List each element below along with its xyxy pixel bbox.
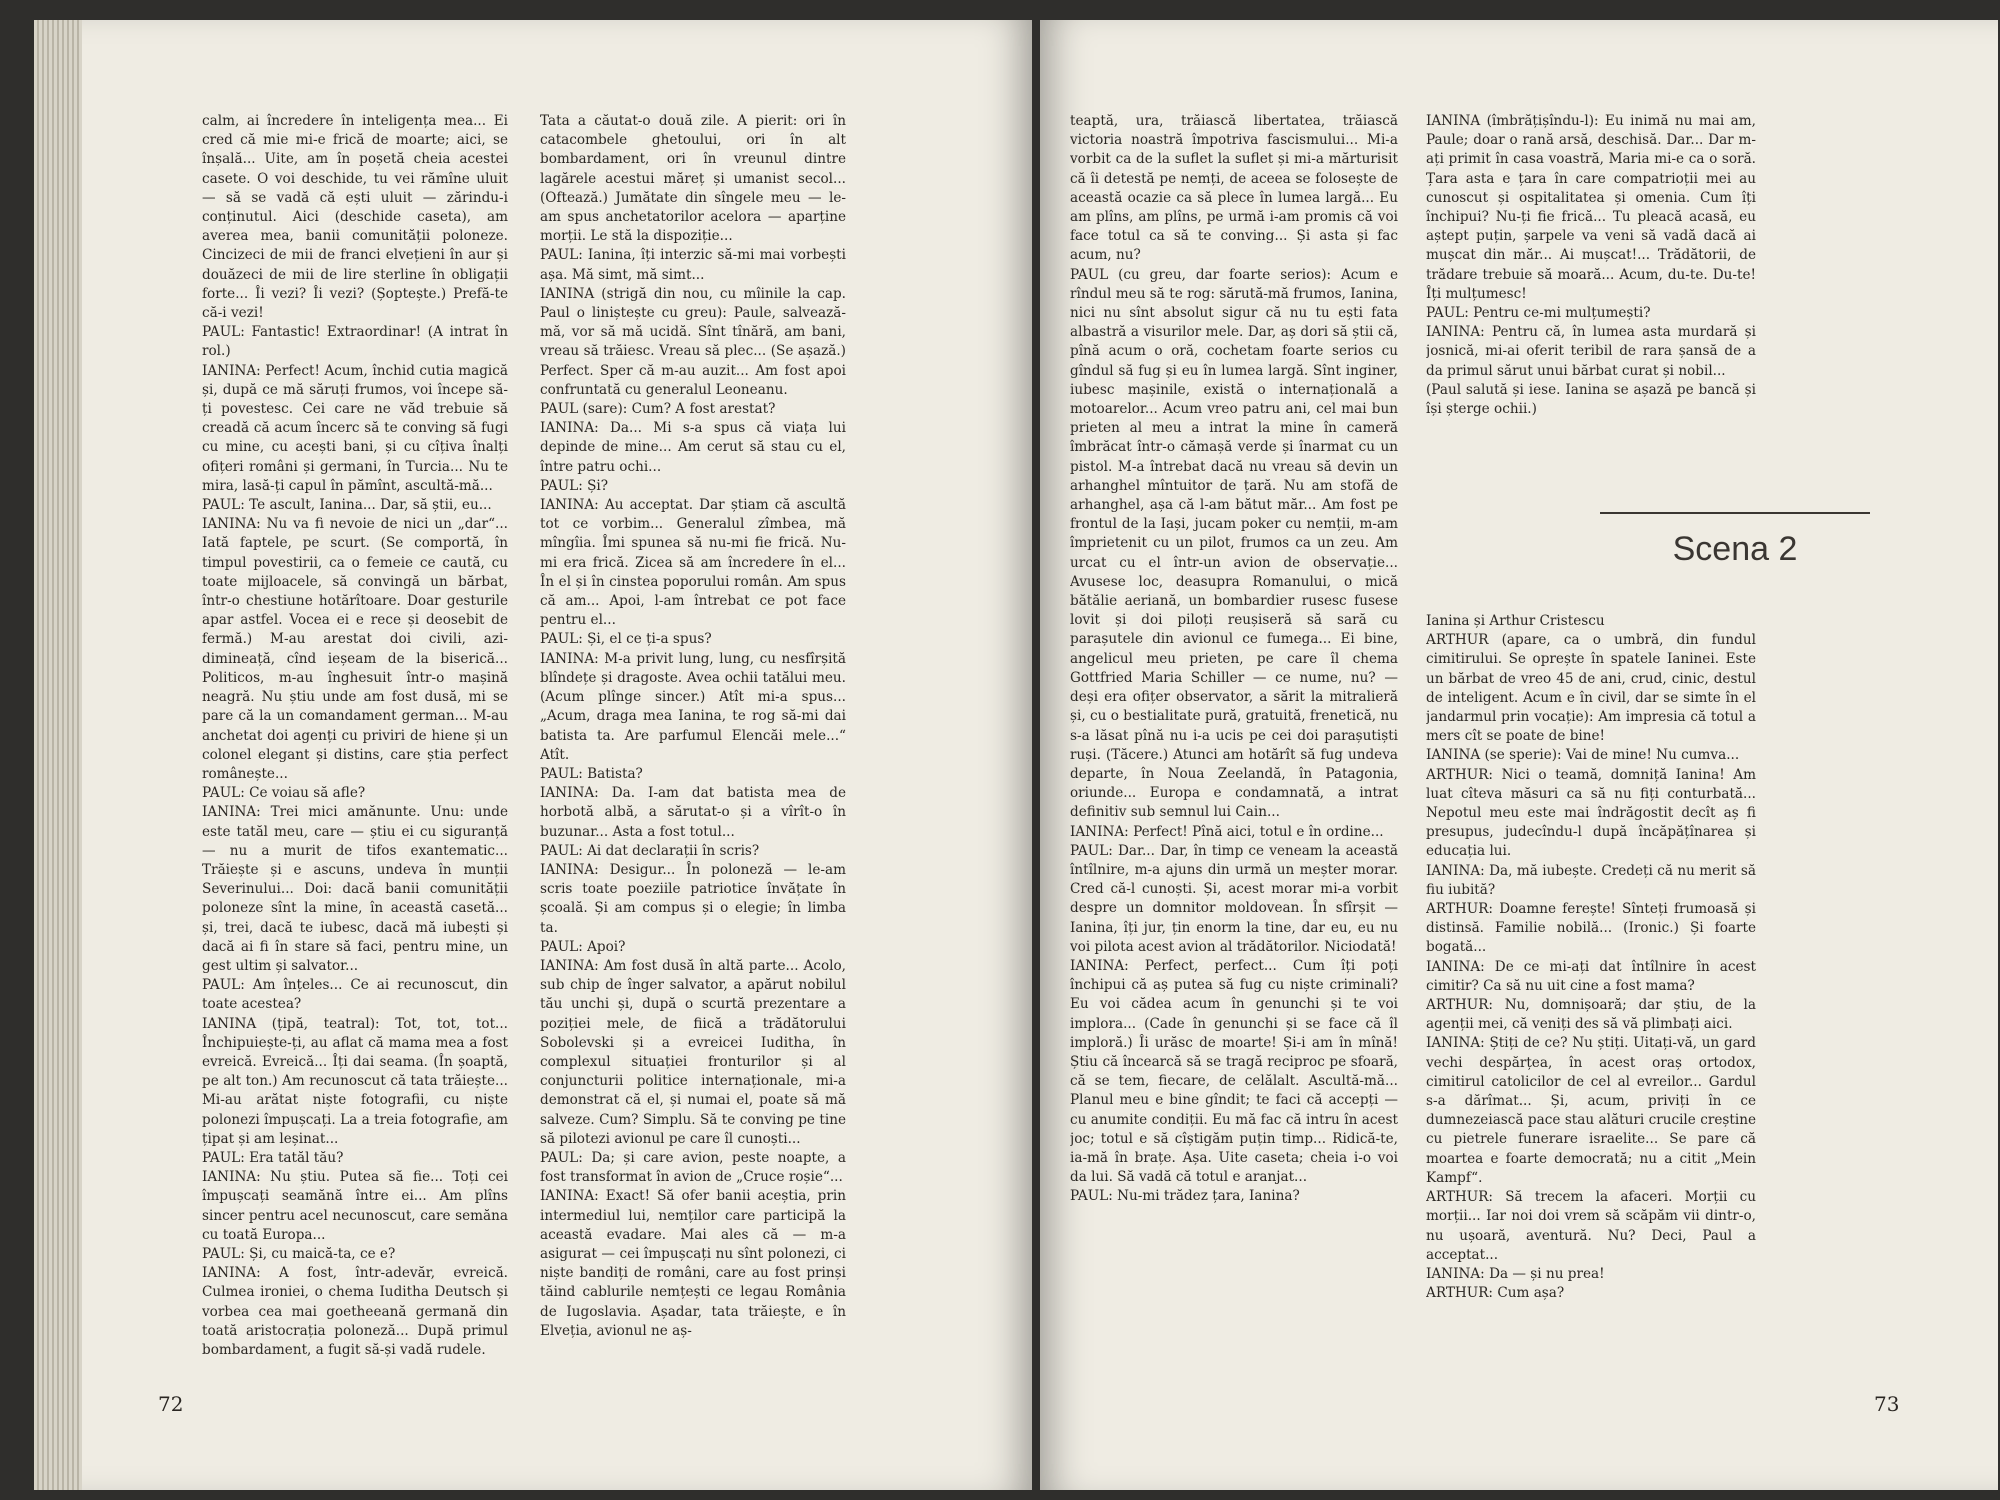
left-page-column-2: Tata a căutat-o două zile. A pierit: ori în catacombele ghetoului, ori în alt bombardament, ori în vreunul dintre lagărele acestui măreț și umanist secol... (Oftează.) Jumătate din sîngele meu — le-am spus anchetatorilor acelora — aparține morții. Le stă la dispoziție... PAUL: Ianina, îți interzic să-mi mai vorbești așa. Mă simt, mă simt... IANINA (strigă din nou, cu mîinile la cap. Paul o liniștește cu greu): Paule, salvează-mă, vor să mă ucidă. Sînt tînără, am bani, vreau să trăiesc. Vreau să plec... (Se așază.) Perfect. Sper că m-au auzit... Am fost apoi confruntată cu generalul Leoneanu. PAUL (sare): Cum? A fost arestat? IANINA: Da... Mi s-a spus că viața lui depinde de mine... Am cerut să stau cu el, între patru ochi... PAUL: Și? IANINA: Au acceptat. Dar știam că ascultă tot ce vorbim... Generalul zîmbea, mă mîngîia. Îmi spunea să nu-mi fie frică. Nu-mi era frică. Zicea să am încredere în el... În el și în cinstea poporului român. Am spus că am... Apoi, l-am întrebat ce pot face pentru el... PAUL: Și, el ce ți-a spus? IANINA: M-a privit lung, lung, cu nesfîrșită blîndețe și dragoste. Avea ochii tatălui meu. (Acum plînge sincer.) Atît mi-a spus... „Acum, draga mea Ianina, te rog să-mi dai batista ta. Are parfumul Elencăi mele...“ Atît. PAUL: Batista? IANINA: Da. I-am dat batista mea de horbotă albă, a sărutat-o și a vîrît-o în buzunar... Asta a fost totul... PAUL: Ai dat declarații în scris? IANINA: Desigur... În poloneză — le-am scris toate poeziile patriotice învățate în școală. Și am compus și o elegie; în limba ta. PAUL: Apoi? IANINA: Am fost dusă în altă parte... Acolo, sub chip de înger salvator, a apărut nobilul tău unchi și, după o scurtă prezentare a poziției mele, de fiică a trădătorului Sobolevski și a evreicei Iuditha, în complexul situației fronturilor și al conjuncturii politice internaționale, mi-a demonstrat că el, și numai el, poate să mă salveze. Cum? Simplu. Să te conving pe tine să pilotezi avionul pe care îl cunoști... PAUL: Da; și care avion, peste noapte, a fost transformat în avion de „Cruce roșie“... IANINA: Exact! Să ofer banii aceștia, prin intermediul lui, nemților care participă la această evadare. Mai ales că — m-a asigurat — cei împușcați nu sînt polonezi, ci niște bandiți de români, care au fost prinși tăind cablurile nemțești ce legau România de Iugoslavia. Așadar, tata trăiește, e în Elveția, avionul ne aș- [540, 113, 846, 1339]
right-page-number: 73 [1874, 1392, 1900, 1416]
book-page-edges [34, 20, 82, 1490]
right-page-column-2-top: IANINA (îmbrățișîndu-l): Eu inimă nu mai am, Paule; doar o rană arsă, deschisă. Dar... Dar m-ați primit în casa voastră, Maria mi-e ca o soră. Țara asta e țara în care compatrioții mei au cunoscut și ospitalitatea și omenia. Cum îți închipui? Nu-ți fie frică... Tu pleacă acasă, eu aștept puțin, șarpele va veni să vadă dacă ai mușcat din măr... Ai mușcat!... Trădătorii, de trădare trebuie să moară... Acum, du-te. Du-te! Îți mulțumesc! PAUL: Pentru ce-mi mulțumești? IANINA: Pentru că, în lumea asta murdară și josnică, mi-ai oferit teribil de rara șansă de a da primul sărut unui bărbat curat și nobil... (Paul salută și iese. Ianina se așază pe bancă și își șterge ochii.) [1426, 113, 1756, 418]
left-page-column-1: calm, ai încredere în inteligența mea... Ei cred că mie mi-e frică de moarte; aici, se înșală... Uite, am în poșetă cheia acestei casete. O voi deschide, tu vei rămîne uluit — să se vadă că ești uluit — zărindu-i conținutul. Aici (deschide caseta), am averea mea, banii comunității poloneze. Cincizeci de mii de franci elvețieni în aur și douăzeci de mii de lire sterline în obligații forte... Îi vezi? Îi vezi? (Șoptește.) Prefă-te că-i vezi! PAUL: Fantastic! Extraordinar! (A intrat în rol.) IANINA: Perfect! Acum, închid cutia magică și, după ce mă săruți frumos, voi începe să-ți povestesc. Cei care ne văd trebuie să creadă că acum încerc să te conving să fugi cu mine, cu acești bani, și cu cîțiva înalți ofițeri români și germani, în Turcia... Nu te mira, lasă-ți capul în pămînt, ascultă-mă... PAUL: Te ascult, Ianina... Dar, să știi, eu... IANINA: Nu va fi nevoie de nici un „dar“... Iată faptele, pe scurt. (Se comportă, în timpul povestirii, ca o femeie ce caută, cu toate mijloacele, să convingă un bărbat, într-o chestiune hotărîtoare. Doar gesturile apar astfel. Vocea ei e rece și deosebit de fermă.) M-au arestat doi civili, azi-dimineață, cînd ieșeam de la biserică... Politicos, m-au înghesuit într-o mașină neagră. Nu știu unde am fost dusă, mi se pare că la un comandament german... M-au anchetat doi agenți cu priviri de hiene și un colonel elegant și distins, care știa perfect românește... PAUL: Ce voiau să afle? IANINA: Trei mici amănunte. Unu: unde este tatăl meu, care — știu ei cu siguranță — nu a murit de tifos exantematic... Trăiește și e ascuns, undeva în munții Severinului... Doi: dacă banii comunității poloneze sînt la mine, în această casetă... și, trei, dacă te iubesc, dacă mă iubești și dacă ai fi în stare să faci, pentru mine, un gest ultim și salvator... PAUL: Am înțeles... Ce ai recunoscut, din toate acestea? IANINA (țipă, teatral): Tot, tot, tot... Închipuiește-ți, au aflat că mama mea a fost evreică. Evreică... Îți dai seama. (În șoaptă, pe alt ton.) Am recunoscut că tata trăiește... Mi-au arătat niște fotografii, cu niște polonezi împușcați. La a treia fotografie, am țipat și am leșinat... PAUL: Era tatăl tău? IANINA: Nu știu. Putea să fie... Toți cei împușcați seamănă între ei... Am plîns sincer pentru acel necunoscut, care semăna cu toată Europa... PAUL: Și, cu maică-ta, ce e? IANINA: A fost, într-adevăr, evreică. Culmea ironiei, o chema Iuditha Deutsch și vorbea cea mai goetheeană germană din toată aristocrația poloneză... După primul bombardament, a fugit să-și vadă rudele. [202, 113, 508, 1358]
right-page [1040, 20, 1998, 1490]
right-page-column-1: teaptă, ura, trăiască libertatea, trăiască victoria noastră împotriva fascismului... Mi-a vorbit ca de la suflet la suflet și mi-a mărturisit că îi detestă pe nemți, de aceea se folosește de această ocazie ca să plece în lumea largă... Eu am plîns, am plîns, pe urmă i-am promis că voi face totul ca să te conving... Și asta și fac acum, nu? PAUL (cu greu, dar foarte serios): Acum e rîndul meu să te rog: sărută-mă frumos, Ianina, nici nu sînt absolut sigur că nu tu ești fata albastră a visurilor mele. Dar, aș dori să știi că, pînă acum o oră, cochetam foarte serios cu gîndul să fug și eu în lumea largă. Sînt inginer, iubesc mașinile, există o internațională a motoarelor... Acum vreo patru ani, cel mai bun prieten al meu a intrat la mine în cameră îmbrăcat într-o cămașă verde și înarmat cu un pistol. M-a întrebat dacă nu vreau să devin un arhanghel mîntuitor de țară. Nu am stofă de arhanghel, așa că l-am bătut măr... Am fost pe frontul de la Iași, jucam poker cu nemții, m-am împrietenit cu un pilot, frumos ca un zeu. Am urcat cu el într-un avion de observație... Avusese loc, deasupra Romanului, o mică bătălie aeriană, un bombardier rusesc fusese lovit și doi piloți reușiseră să sară cu parașutele din avionul ce fumega... Ei bine, angelicul meu prieten, pe care îl chema Gottfried Maria Schiller — ce nume, nu? — deși era ofițer observator, a sărit la mitralieră și, cu o bestialitate pură, gratuită, frenetică, nu s-a lăsat pînă nu i-a ucis pe cei doi parașutiști ruși. (Tăcere.) Atunci am hotărît să fug undeva departe, în Noua Zeelandă, în Patagonia, oriunde... Europa e condamnată, a intrat definitiv sub semnul lui Cain... IANINA: Perfect! Pînă aici, totul e în ordine... PAUL: Dar... Dar, în timp ce veneam la această întîlnire, m-a ajuns din urmă un meșter morar. Cred că-l cunoști. Și, acest morar mi-a vorbit despre un domnitor moldovean. În sfîrșit — Ianina, îți jur, țin enorm la tine, dar eu, eu nu voi pilota acest avion al trădătorilor. Niciodată! IANINA: Perfect, perfect... Cum îți poți închipui că aș putea să fug cu niște criminali? Eu voi cădea acum în genunchi și te voi implora... (Cade în genunchi și se face că îl imploră.) Îi urăsc de moarte! Și-i am în mînă! Știu că încearcă să se tragă reciproc pe sfoară, că se tem, fiecare, de celălalt. Ascultă-mă... Planul meu e bine gîndit; te faci că accepți — cu anumite condiții. Eu mă fac că intru în acest joc; totul e să cîștigăm puțin timp... Ridică-te, ia-mă în brațe. Așa. Uite caseta; cheia i-o voi da lui. Să vadă că totul e aranjat... PAUL: Nu-mi trădez țara, Ianina? [1070, 113, 1398, 1205]
scene-title-rule [1600, 512, 1870, 514]
scene-title: Scena 2 [1672, 530, 1798, 568]
right-page-column-2-bottom: Ianina și Arthur Cristescu ARTHUR (apare, ca o umbră, din fundul cimitirului. Se oprește în spatele Ianinei. Este un bărbat de vreo 45 de ani, crud, cinic, destul de inteligent. Acum e în civil, dar se simte în el jandarmul prin vocație): Am impresia că totul a mers cît se poate de bine! IANINA (se sperie): Vai de mine! Nu cumva... ARTHUR: Nici o teamă, domniță Ianina! Am luat cîteva măsuri ca să nu fiți conturbată... Nepotul meu este mai îndrăgostit decît aș fi presupus, judecîndu-l după încăpățînarea și educația lui. IANINA: Da, mă iubește. Credeți că nu merit să fiu iubită? ARTHUR: Doamne ferește! Sînteți frumoasă și distinsă. Familie nobilă... (Ironic.) Și foarte bogată... IANINA: De ce mi-ați dat întîlnire în acest cimitir? Ca să nu uit cine a fost mama? ARTHUR: Nu, domnișoară; dar știu, de la agenții mei, că veniți des să vă plimbați aici. IANINA: Știți de ce? Nu știți. Uitați-vă, un gard vechi despărțea, în acest oraș ortodox, cimitirul catolicilor de cel al evreilor... Gardul s-a dărîmat... Și, acum, priviți în ce dumnezeiască pace stau alături crucile creștine cu pietrele funerare israelite... Se pare că moartea e foarte democrată; nu a citit „Mein Kampf“. ARTHUR: Să trecem la afaceri. Morții cu morții... Iar noi doi vrem să scăpăm vii dintr-o, nu ușoară, aventură. Nu? Deci, Paul a acceptat... IANINA: Da — și nu prea! ARTHUR: Cum așa? [1426, 613, 1756, 1302]
left-page-number: 72 [158, 1392, 184, 1416]
left-page [34, 20, 1032, 1490]
